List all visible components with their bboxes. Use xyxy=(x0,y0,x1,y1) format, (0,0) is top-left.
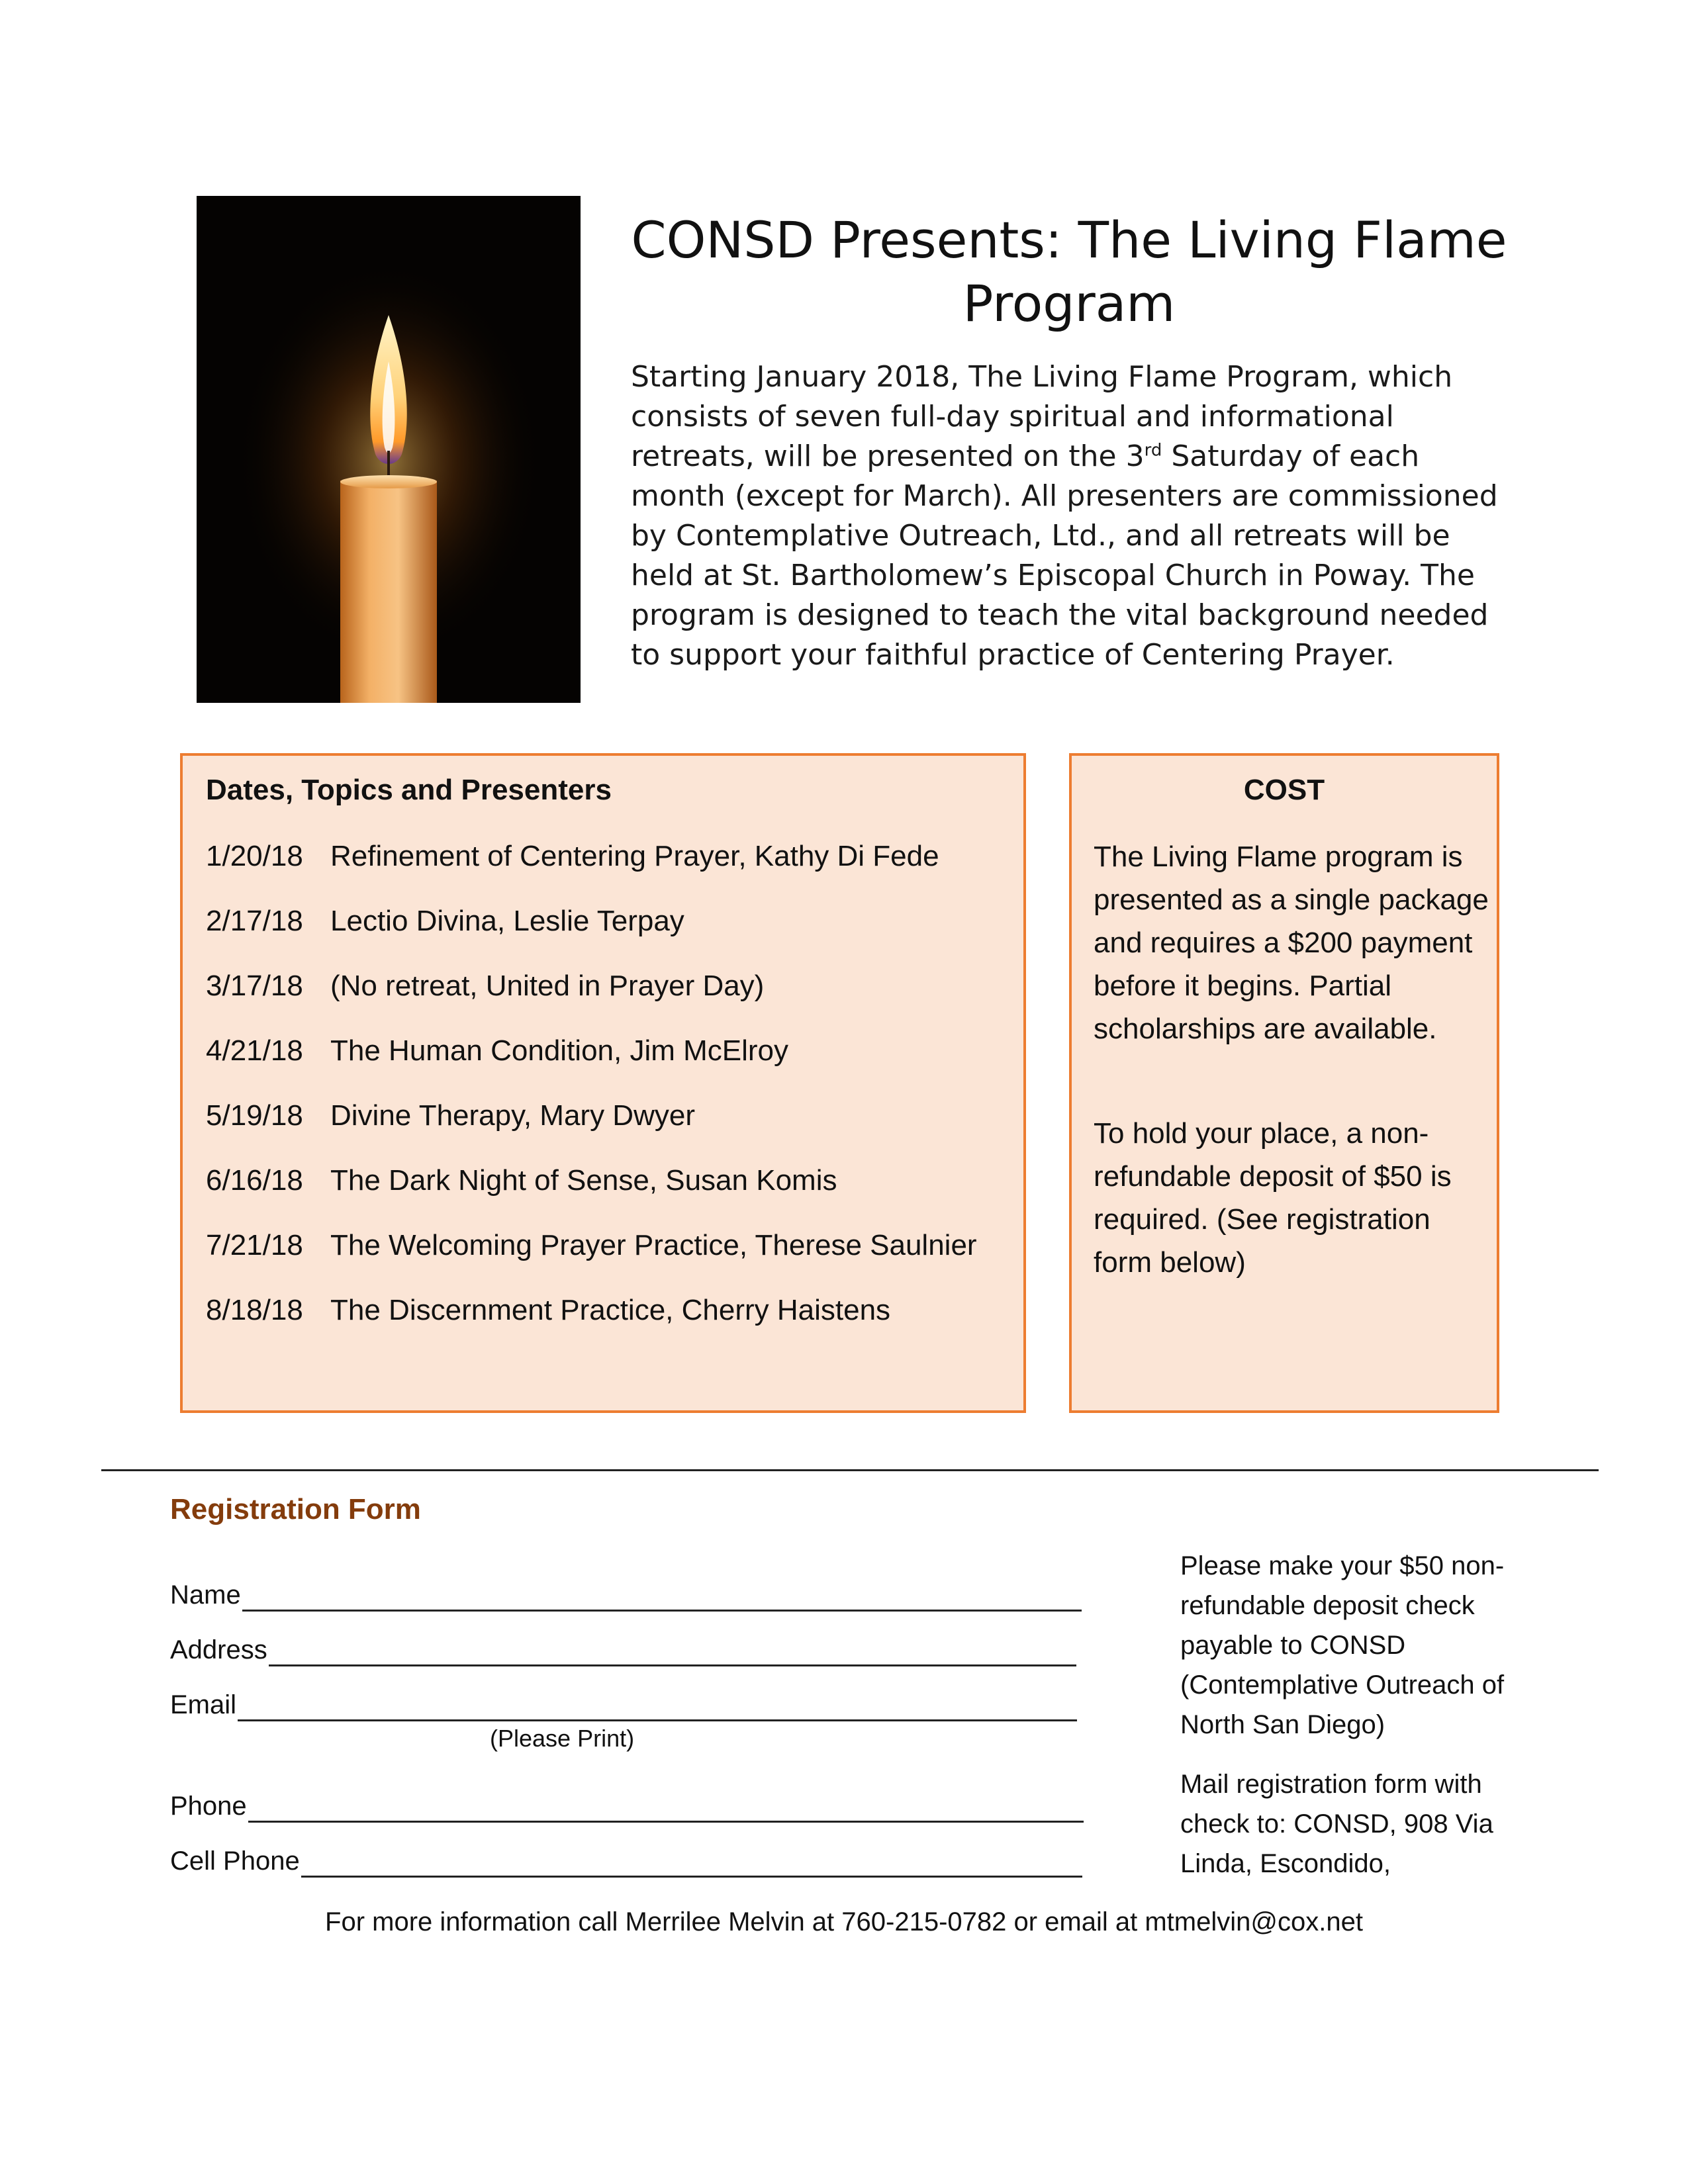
name-input-line[interactable] xyxy=(242,1586,1082,1612)
schedule-date: 8/18/18 xyxy=(206,1294,303,1326)
schedule-date: 2/17/18 xyxy=(206,905,303,937)
address-field xyxy=(170,1633,1076,1666)
phone-label: Phone xyxy=(170,1792,247,1821)
schedule-topic: (No retreat, United in Prayer Day) xyxy=(330,970,765,1002)
schedule-date: 6/16/18 xyxy=(206,1164,303,1197)
cost-paragraph-2: To hold your place, a non-refundable deposit of $50 is required. (See registration form below) xyxy=(1094,1117,1452,1279)
schedule-topic: The Welcoming Prayer Practice, Therese Saulnier xyxy=(330,1229,977,1261)
schedule-item xyxy=(206,1226,977,1291)
cell-phone-label: Cell Phone xyxy=(170,1846,300,1876)
cost-heading: COST xyxy=(1243,774,1325,806)
candle-image xyxy=(197,196,581,703)
deposit-note: Please make your $50 non-refundable deposit check payable to CONSD (Contemplative Outreach of North San Diego) xyxy=(1180,1551,1505,1739)
schedule-topic: The Dark Night of Sense, Susan Komis xyxy=(330,1164,837,1197)
schedule-list xyxy=(206,837,977,1355)
schedule-date: 4/21/18 xyxy=(206,1034,303,1067)
schedule-item xyxy=(206,837,977,901)
schedule-topic: Divine Therapy, Mary Dwyer xyxy=(330,1099,695,1132)
intro-text-part2: Saturday of each month (except for March). All presenters are commissioned by Contemplative Outreach, Ltd., and all retreats will be held at St. Bartholomew’s Episcopal Church in Poway. The program is designed to teach the vital background needed to support your faithful practice of Centering Prayer. xyxy=(631,439,1498,672)
schedule-date: 1/20/18 xyxy=(206,840,303,872)
cost-paragraph-1: The Living Flame program is presented as a single package and requires a $200 payment before it begins. Partial scholarships are available. xyxy=(1094,841,1489,1045)
cell-phone-input-line[interactable] xyxy=(301,1852,1082,1878)
email-input-line[interactable] xyxy=(238,1696,1077,1721)
schedule-item xyxy=(206,1161,977,1226)
name-label: Name xyxy=(170,1580,241,1610)
schedule-item xyxy=(206,1291,977,1355)
schedule-item xyxy=(206,1096,977,1161)
schedule-item xyxy=(206,1031,977,1096)
page-title xyxy=(616,208,1523,336)
title-line-1: CONSD Presents: The Living Flame xyxy=(631,210,1507,269)
schedule-topic: Refinement of Centering Prayer, Kathy Di Fede xyxy=(330,840,939,872)
schedule-topic: Lectio Divina, Leslie Terpay xyxy=(330,905,684,937)
schedule-date: 7/21/18 xyxy=(206,1229,303,1261)
schedule-item xyxy=(206,966,977,1031)
mail-note: Mail registration form with check to: CONSD, 908 Via Linda, Escondido, xyxy=(1180,1770,1493,1878)
intro-superscript: rd xyxy=(1144,440,1162,461)
name-field xyxy=(170,1578,1082,1612)
schedule-date: 3/17/18 xyxy=(206,970,303,1002)
cost-box xyxy=(1069,753,1499,1413)
footer-contact: For more information call Merrilee Melvin at 760-215-0782 or email at mtmelvin@cox.net xyxy=(325,1907,1363,1936)
email-label: Email xyxy=(170,1690,237,1719)
schedule-item xyxy=(206,901,977,966)
candle-illustration xyxy=(197,196,581,703)
phone-input-line[interactable] xyxy=(248,1797,1084,1823)
phone-field xyxy=(170,1790,1084,1823)
registration-title: Registration Form xyxy=(170,1493,421,1525)
title-line-2: Program xyxy=(962,274,1176,333)
cell-phone-field xyxy=(170,1844,1082,1878)
address-label: Address xyxy=(170,1635,267,1664)
intro-paragraph xyxy=(631,357,1511,675)
section-divider xyxy=(101,1469,1599,1471)
email-field xyxy=(170,1688,1077,1721)
schedule-heading: Dates, Topics and Presenters xyxy=(206,774,612,806)
schedule-topic: The Human Condition, Jim McElroy xyxy=(330,1034,789,1067)
schedule-date: 5/19/18 xyxy=(206,1099,303,1132)
please-print-note: (Please Print) xyxy=(490,1725,635,1752)
schedule-topic: The Discernment Practice, Cherry Haistens xyxy=(330,1294,891,1326)
intro-text-part1: Starting January 2018, The Living Flame Program, which consists of seven full-day spiritual and informational retreats, will be presented on the 3 xyxy=(631,360,1453,473)
address-input-line[interactable] xyxy=(269,1641,1076,1666)
schedule-box xyxy=(180,753,1026,1413)
